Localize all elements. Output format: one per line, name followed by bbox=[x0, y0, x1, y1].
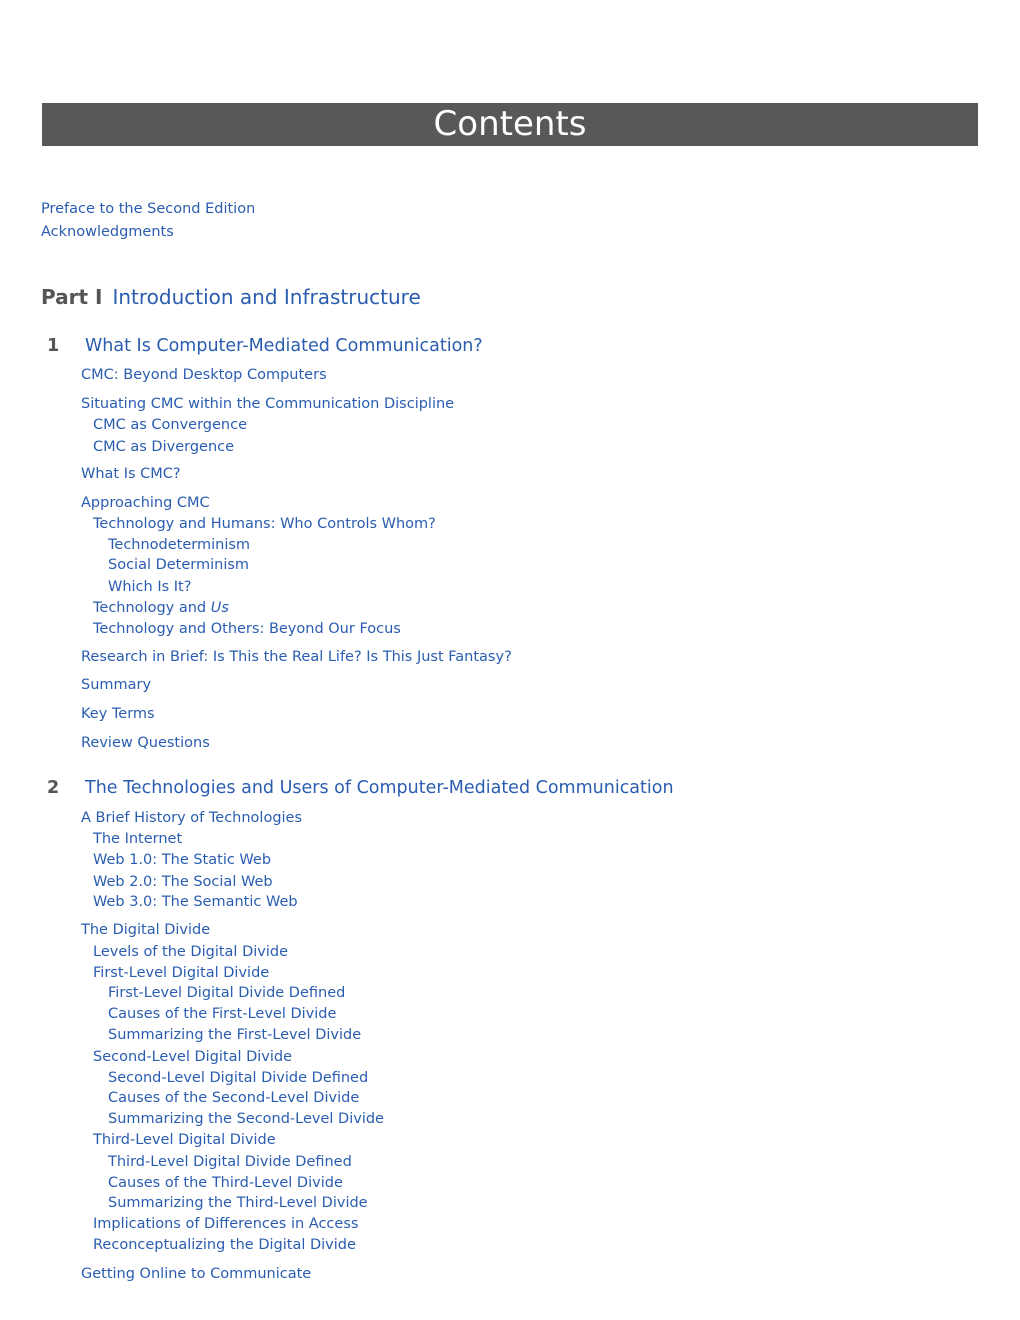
toc-entry[interactable]: Situating CMC within the Communication Discipline bbox=[81, 396, 455, 412]
chapter-title-link[interactable]: What Is Computer-Mediated Communication? bbox=[85, 336, 483, 356]
toc-entry[interactable]: Summary bbox=[81, 677, 152, 693]
toc-subentry[interactable]: Technology and Others: Beyond Our Focus bbox=[93, 621, 401, 637]
toc-entry[interactable]: CMC: Beyond Desktop Computers bbox=[81, 367, 327, 383]
toc-entry[interactable]: Research in Brief: Is This the Real Life? Is This Just Fantasy? bbox=[81, 649, 512, 665]
toc-subentry[interactable]: Reconceptualizing the Digital Divide bbox=[93, 1237, 356, 1253]
toc-subsubentry[interactable]: Summarizing the Second-Level Divide bbox=[108, 1111, 384, 1127]
toc-entry[interactable]: Getting Online to Communicate bbox=[81, 1266, 312, 1282]
toc-entry[interactable]: Key Terms bbox=[81, 706, 155, 722]
toc-subentry[interactable]: Web 2.0: The Social Web bbox=[93, 874, 273, 890]
toc-subsubentry[interactable]: Third-Level Digital Divide Defined bbox=[108, 1154, 352, 1170]
toc-subentry[interactable]: Implications of Differences in Access bbox=[93, 1216, 359, 1232]
toc-subsubentry[interactable]: Summarizing the Third-Level Divide bbox=[108, 1195, 368, 1211]
toc-subentry[interactable]: Third-Level Digital Divide bbox=[93, 1132, 276, 1148]
toc-link-acknowledgments[interactable]: Acknowledgments bbox=[41, 224, 174, 240]
chapter-title-link[interactable]: The Technologies and Users of Computer-Mediated Communication bbox=[85, 778, 674, 798]
toc-subsubentry[interactable]: Technodeterminism bbox=[108, 537, 251, 553]
toc-entry[interactable]: Review Questions bbox=[81, 735, 210, 751]
toc-subentry-technology-and-us[interactable] bbox=[93, 599, 229, 617]
toc-entry[interactable]: Approaching CMC bbox=[81, 495, 210, 511]
toc-subentry[interactable]: Web 3.0: The Semantic Web bbox=[93, 894, 298, 910]
toc-subentry[interactable]: First-Level Digital Divide bbox=[93, 965, 270, 981]
toc-subentry[interactable]: Levels of the Digital Divide bbox=[93, 944, 288, 960]
contents-banner bbox=[42, 103, 978, 146]
toc-subsubentry[interactable]: Causes of the First-Level Divide bbox=[108, 1006, 337, 1022]
toc-entry[interactable]: What Is CMC? bbox=[81, 466, 181, 482]
part-title-link[interactable]: Introduction and Infrastructure bbox=[112, 285, 421, 309]
toc-subsubentry[interactable]: First-Level Digital Divide Defined bbox=[108, 985, 346, 1001]
part-heading bbox=[41, 284, 421, 312]
toc-subentry[interactable]: Second-Level Digital Divide bbox=[93, 1049, 293, 1065]
toc-subsubentry[interactable]: Social Determinism bbox=[108, 557, 250, 573]
toc-subentry[interactable]: Web 1.0: The Static Web bbox=[93, 852, 272, 868]
toc-subentry-italic: Us bbox=[210, 600, 229, 616]
toc-subsubentry[interactable]: Second-Level Digital Divide Defined bbox=[108, 1070, 369, 1086]
toc-subsubentry[interactable]: Summarizing the First-Level Divide bbox=[108, 1027, 362, 1043]
part-label: Part I bbox=[41, 285, 103, 309]
toc-subentry[interactable]: The Internet bbox=[93, 831, 183, 847]
toc-entry[interactable]: A Brief History of Technologies bbox=[81, 810, 303, 826]
page-title: Contents bbox=[433, 104, 587, 144]
chapter-number: 2 bbox=[47, 778, 60, 798]
toc-subentry[interactable]: CMC as Divergence bbox=[93, 439, 235, 455]
toc-subsubentry[interactable]: Causes of the Second-Level Divide bbox=[108, 1090, 360, 1106]
toc-link-preface[interactable]: Preface to the Second Edition bbox=[41, 201, 256, 217]
toc-entry[interactable]: The Digital Divide bbox=[81, 922, 211, 938]
toc-subsubentry[interactable]: Which Is It? bbox=[108, 579, 192, 595]
toc-subentry[interactable]: CMC as Convergence bbox=[93, 417, 248, 433]
chapter-number: 1 bbox=[47, 336, 60, 356]
toc-subentry[interactable]: Technology and Humans: Who Controls Whom? bbox=[93, 516, 436, 532]
toc-subsubentry[interactable]: Causes of the Third-Level Divide bbox=[108, 1175, 343, 1191]
toc-subentry-text: Technology and bbox=[93, 600, 211, 616]
